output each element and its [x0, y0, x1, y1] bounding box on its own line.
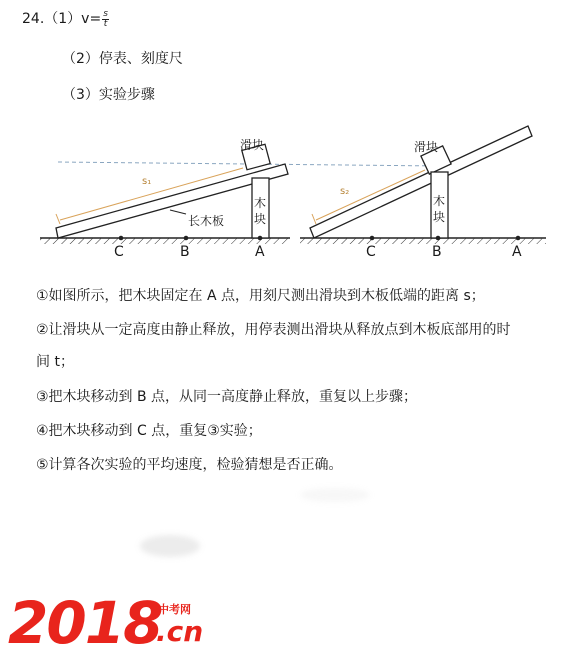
- scan-smudge: [300, 488, 370, 502]
- s2-end-tick: [312, 214, 316, 224]
- logo-site: 中考网: [158, 603, 191, 616]
- fig2-wood-label-1: 木: [433, 194, 446, 208]
- fig1-s-label: s₁: [142, 176, 152, 187]
- q1-line: [22, 8, 109, 29]
- fig2-point-c: C: [366, 244, 376, 260]
- logo-domain: .cn: [156, 615, 204, 648]
- fig1-wood-label-1: 木: [254, 196, 267, 210]
- point-b-dot-2: [436, 236, 441, 241]
- ground-hatch-2: [300, 238, 546, 244]
- fig1-point-a: A: [255, 244, 265, 260]
- q1-prefix: 24.（1）v=: [22, 11, 102, 27]
- q1-fraction: [102, 10, 109, 29]
- step-1: ①如图所示，把木块固定在 A 点，用刻尺测出滑块到木板低端的距离 s；: [36, 288, 485, 304]
- figure-1: [40, 144, 290, 244]
- fig2-wood-label-2: 块: [433, 210, 446, 224]
- fig2-s-label: s₂: [340, 186, 350, 197]
- point-b-dot-1: [184, 236, 189, 241]
- fig2-block-label: 滑块: [414, 140, 439, 154]
- step-5: ⑤计算各次实验的平均速度，检验猜想是否正确。: [36, 457, 343, 473]
- fig1-wood-label-2: 块: [254, 212, 267, 226]
- q2-line: （2）停表、刻度尺: [62, 51, 183, 67]
- point-c-dot-2: [370, 236, 375, 241]
- board-label-leader: [170, 210, 186, 214]
- point-a-dot-2: [516, 236, 521, 241]
- fig1-block-label: 滑块: [240, 138, 265, 152]
- point-c-dot-1: [119, 236, 124, 241]
- step-2-cont: 间 t；: [36, 354, 74, 370]
- q1-numerator: s: [103, 8, 108, 19]
- experiment-diagram: [0, 110, 580, 270]
- fig1-point-b: B: [180, 244, 190, 260]
- step-3: ③把木块移动到 B 点，从同一高度静止释放，重复以上步骤；: [36, 389, 418, 405]
- step-2: ②让滑块从一定高度由静止释放，用停表测出滑块从释放点到木板底部用的时: [36, 322, 511, 338]
- ground-hatch-1: [40, 238, 290, 244]
- fig2-point-a: A: [512, 244, 522, 260]
- fig1-point-c: C: [114, 244, 124, 260]
- s1-end-tick: [56, 214, 60, 224]
- q1-denominator: t: [103, 18, 108, 29]
- q3-line: （3）实验步骤: [62, 87, 155, 103]
- site-logo: [0, 585, 230, 655]
- logo-year: 2018: [8, 589, 162, 655]
- s2-line: [316, 170, 425, 220]
- point-a-dot-1: [258, 236, 263, 241]
- step-4: ④把木块移动到 C 点，重复③实验；: [36, 423, 262, 439]
- scan-smudge: [140, 535, 200, 557]
- fig1-board-label: 长木板: [188, 214, 225, 228]
- fig2-point-b: B: [432, 244, 442, 260]
